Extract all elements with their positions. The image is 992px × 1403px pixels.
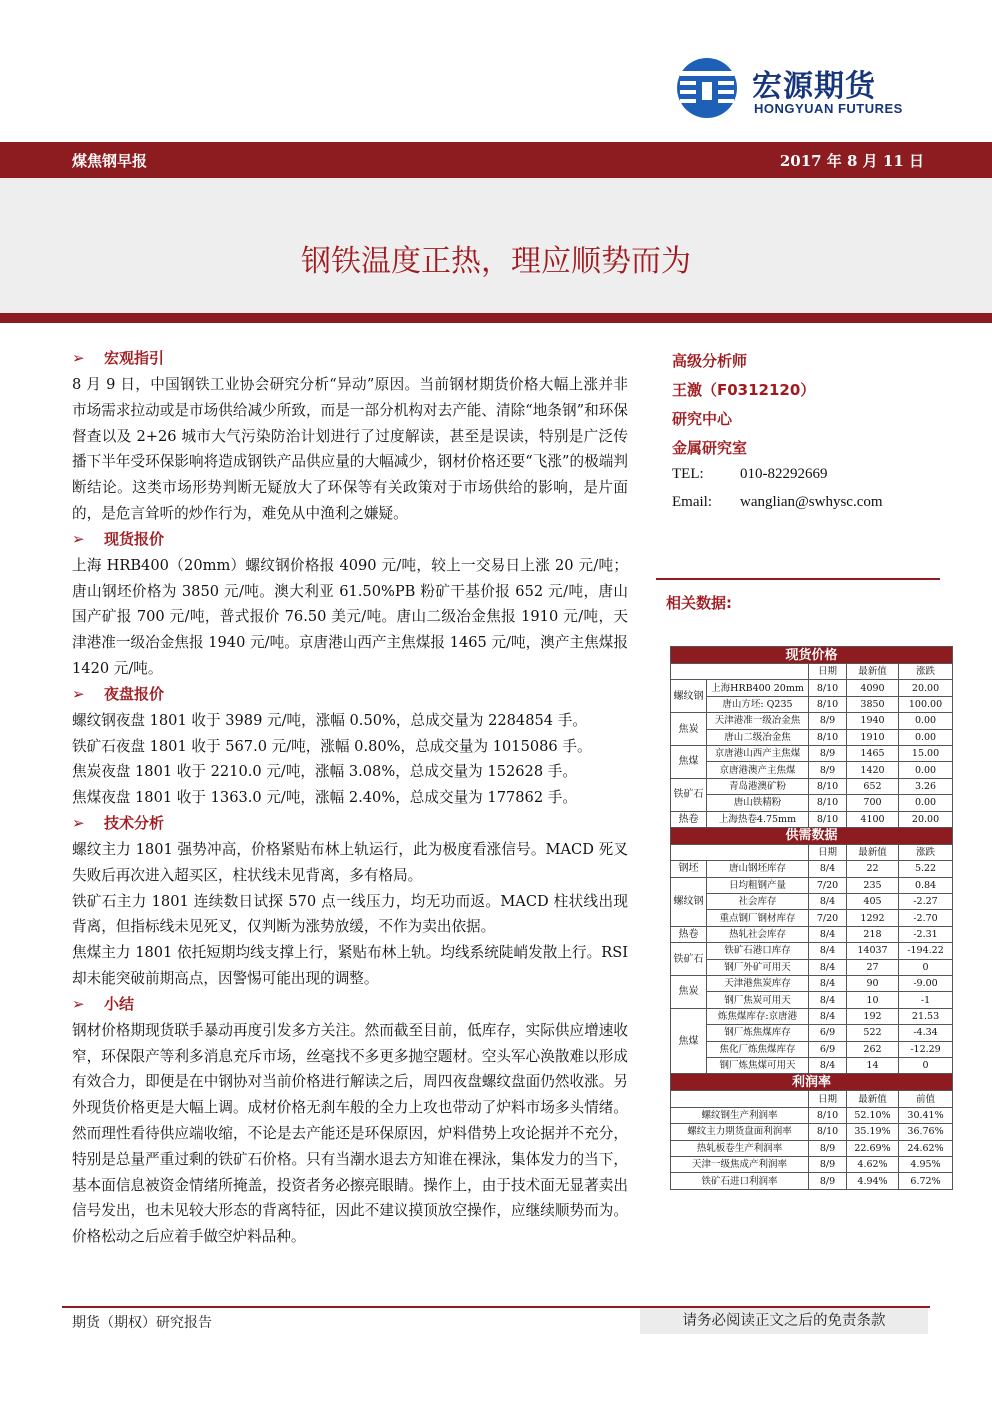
row-item-name: 青岛港澳矿粉 <box>707 778 809 794</box>
row-date: 8/4 <box>809 992 847 1008</box>
logo-english-name: HONGYUAN FUTURES <box>754 101 903 116</box>
logo-chinese-name: 宏源期货 <box>752 69 876 104</box>
section-heading-text: 宏观指引 <box>104 349 165 367</box>
tel-label: TEL: <box>672 466 704 482</box>
row-value: 14 <box>847 1057 899 1073</box>
table-column-header: 前值 <box>899 1091 953 1107</box>
table-header-blank <box>671 844 809 860</box>
table-row <box>671 729 953 745</box>
row-item-name: 京唐港澳产主焦煤 <box>707 762 809 778</box>
row-category: 铁矿石 <box>671 778 707 811</box>
row-date: 6/9 <box>809 1041 847 1057</box>
night-line: 焦煤夜盘 1801 收于 1363.0 元/吨，涨幅 2.40%，总成交量为 177862 手。 <box>72 789 577 807</box>
row-change: -1 <box>899 992 953 1008</box>
row-item-name: 铁矿石港口库存 <box>707 943 809 959</box>
table-row <box>671 943 953 959</box>
section-heading-summary <box>72 992 628 1018</box>
row-date: 8/4 <box>809 1008 847 1024</box>
row-value: 1465 <box>847 745 899 761</box>
row-date: 6/9 <box>809 1025 847 1041</box>
row-change: 30.41% <box>899 1107 953 1123</box>
table-row <box>671 696 953 712</box>
related-data-title: 相关数据: <box>666 594 732 612</box>
row-category: 铁矿石 <box>671 943 707 976</box>
arrow-right-icon: ➢ <box>72 529 85 548</box>
main-content <box>72 346 628 1250</box>
table-row <box>671 1156 953 1172</box>
row-date: 8/4 <box>809 976 847 992</box>
row-value: 700 <box>847 795 899 811</box>
technical-paragraph: 螺纹主力 1801 强势冲高，价格紧贴布林上轨运行，此为极度看涨信号。MACD 死叉失败后再次进入超买区，柱状线未见背离，多有格局。 <box>72 840 628 884</box>
row-date: 8/10 <box>809 680 847 696</box>
sidebar-divider <box>656 578 940 580</box>
title-divider <box>0 313 992 323</box>
row-change: 0.00 <box>899 795 953 811</box>
table-column-header: 日期 <box>809 1091 847 1107</box>
row-change: 0 <box>899 959 953 975</box>
row-item-name: 京唐港山西产主焦煤 <box>707 745 809 761</box>
table-column-header-row <box>671 664 953 680</box>
row-change: 5.22 <box>899 861 953 877</box>
row-date: 8/4 <box>809 959 847 975</box>
row-change: 3.26 <box>899 778 953 794</box>
row-date: 8/4 <box>809 861 847 877</box>
row-item-name: 天津港焦炭库存 <box>707 976 809 992</box>
table-column-header: 日期 <box>809 844 847 860</box>
table-section-title: 供需数据 <box>671 827 953 844</box>
row-date: 8/4 <box>809 1057 847 1073</box>
row-date: 8/10 <box>809 1124 847 1140</box>
table-row <box>671 1057 953 1073</box>
report-type: 煤焦钢早报 <box>72 152 148 170</box>
row-item-name: 唐山钢坯库存 <box>707 861 809 877</box>
row-change: -4.34 <box>899 1025 953 1041</box>
arrow-right-icon: ➢ <box>72 813 85 832</box>
table-section-header <box>671 1074 953 1091</box>
row-date: 8/10 <box>809 696 847 712</box>
row-category: 焦炭 <box>671 713 707 746</box>
row-date: 8/10 <box>809 811 847 827</box>
table-section-header <box>671 647 953 664</box>
table-section-title: 现货价格 <box>671 647 953 664</box>
analyst-role: 高级分析师 <box>672 352 748 370</box>
row-change: 4.95% <box>899 1156 953 1172</box>
row-date: 8/10 <box>809 778 847 794</box>
row-date: 8/4 <box>809 943 847 959</box>
row-category: 热卷 <box>671 926 707 942</box>
market-data-body <box>671 647 953 1190</box>
table-column-header-row <box>671 844 953 860</box>
table-row <box>671 1124 953 1140</box>
row-value: 14037 <box>847 943 899 959</box>
macro-paragraph: 8 月 9 日，中国钢铁工业协会研究分析“异动”原因。当前钢材期货价格大幅上涨并非市场需求拉动或是市场供给减少所致，而是一部分机构对去产能、清除“地条钢”和环保督查以及 2+26 城市大气污染防治计划进行了过度解读，甚至是误读，特别是广泛传播下半年受环保影响将造成钢铁产品供应量的大幅减少，钢材价格还要“飞涨”的极端判断结论。这类市场形势判断无疑放大了环保等有关政策对于市场供给的影响，是片面的，是危言耸听的炒作行为，难免从中渔利之嫌疑。 <box>72 376 628 522</box>
row-change: 0.84 <box>899 877 953 893</box>
table-row <box>671 762 953 778</box>
row-change: 0.00 <box>899 713 953 729</box>
arrow-right-icon: ➢ <box>72 994 85 1013</box>
table-column-header: 日期 <box>809 664 847 680</box>
row-value: 4100 <box>847 811 899 827</box>
analyst-info <box>672 350 952 522</box>
row-change: 20.00 <box>899 680 953 696</box>
row-value: 1910 <box>847 729 899 745</box>
table-row <box>671 1173 953 1189</box>
table-header-blank <box>671 664 809 680</box>
analyst-dept: 研究中心 <box>672 410 733 428</box>
row-value: 27 <box>847 959 899 975</box>
night-line: 铁矿石夜盘 1801 收于 567.0 元/吨，涨幅 0.80%，总成交量为 1015086 手。 <box>72 737 592 755</box>
table-row <box>671 795 953 811</box>
table-column-header: 涨跌 <box>899 844 953 860</box>
row-category: 钢坯 <box>671 861 707 877</box>
row-change: -12.29 <box>899 1041 953 1057</box>
row-date: 8/10 <box>809 1107 847 1123</box>
row-date: 8/9 <box>809 1156 847 1172</box>
summary-paragraph: 钢材价格期现货联手暴动再度引发多方关注。然而截至目前，低库存，实际供应增速收窄，环保限产等利多消息充斥市场，丝毫找不多更多抛空题材。空头军心涣散难以形成有效合力，即便是在中钢协对当前价格进行解读之后，周四夜盘螺纹盘面仍然收涨。另外现货价格更是大幅上调。成材价格无刹车般的全力上攻也带动了炉料市场多头情绪。然而理性看待供应端收缩，不论是去产能还是环保原因，炉料借势上攻论据并不充分，特别是总量严重过剩的铁矿石价格。只有当潮水退去方知谁在裸泳，集体发力的当下，基本面信息被资金情绪所掩盖，投资者务必擦亮眼睛。操作上，由于技术面无显著卖出信号发出，也未见较大形态的背离特征，因此不建议摸顶放空操作，应继续顺势而为。价格松动之后应着手做空炉料品种。 <box>72 1021 628 1246</box>
night-line: 焦炭夜盘 1801 收于 2210.0 元/吨，涨幅 3.08%，总成交量为 152628 手。 <box>72 763 577 781</box>
row-item-name: 铁矿石进口利润率 <box>671 1173 809 1189</box>
table-row <box>671 861 953 877</box>
table-header-blank <box>671 1091 809 1107</box>
page-title: 钢铁温度正热，理应顺势而为 <box>301 244 691 279</box>
table-row <box>671 910 953 926</box>
row-date: 7/20 <box>809 877 847 893</box>
row-item-name: 唐山铁精粉 <box>707 795 809 811</box>
row-item-name: 上海HRB400 20mm <box>707 680 809 696</box>
table-row <box>671 992 953 1008</box>
row-value: 4.94% <box>847 1173 899 1189</box>
row-item-name: 钢厂炼焦煤库存 <box>707 1025 809 1041</box>
row-change: -2.70 <box>899 910 953 926</box>
table-row <box>671 959 953 975</box>
row-date: 8/9 <box>809 762 847 778</box>
technical-paragraph: 焦煤主力 1801 依托短期均线支撑上行，紧贴布林上轨。均线系统陡峭发散上行。RSI 却未能突破前期高点，因警惕可能出现的调整。 <box>72 944 628 987</box>
row-value: 1420 <box>847 762 899 778</box>
row-item-name: 钢厂外矿可用天 <box>707 959 809 975</box>
row-item-name: 钢厂炼焦煤可用天 <box>707 1057 809 1073</box>
row-value: 90 <box>847 976 899 992</box>
row-value: 3850 <box>847 696 899 712</box>
analyst-subdept: 金属研究室 <box>672 439 748 457</box>
row-date: 8/9 <box>809 1140 847 1156</box>
row-date: 8/10 <box>809 729 847 745</box>
row-item-name: 焦化厂炼焦煤库存 <box>707 1041 809 1057</box>
row-item-name: 上海热卷4.75mm <box>707 811 809 827</box>
table-row <box>671 1041 953 1057</box>
row-value: 1292 <box>847 910 899 926</box>
row-change: -2.27 <box>899 894 953 910</box>
table-column-header: 涨跌 <box>899 664 953 680</box>
row-item-name: 唐山二级冶金焦 <box>707 729 809 745</box>
page-footer <box>62 1308 930 1334</box>
row-category: 螺纹钢 <box>671 877 707 926</box>
table-row <box>671 877 953 893</box>
section-heading-macro <box>72 346 628 372</box>
row-value: 218 <box>847 926 899 942</box>
row-item-name: 天津一级焦成产利润率 <box>671 1156 809 1172</box>
table-row <box>671 680 953 696</box>
table-row <box>671 1107 953 1123</box>
section-heading-text: 技术分析 <box>104 813 165 832</box>
table-section-title: 利润率 <box>671 1074 953 1091</box>
row-item-name: 日均粗钢产量 <box>707 877 809 893</box>
table-row <box>671 811 953 827</box>
night-line: 螺纹钢夜盘 1801 收于 3989 元/吨，涨幅 0.50%，总成交量为 2284854 手。 <box>72 711 587 729</box>
company-logo <box>676 55 926 125</box>
row-value: 22 <box>847 861 899 877</box>
row-category: 焦煤 <box>671 1008 707 1074</box>
row-change: -2.31 <box>899 926 953 942</box>
row-change: -194.22 <box>899 943 953 959</box>
report-banner <box>0 142 992 178</box>
section-heading-night <box>72 682 628 708</box>
row-item-name: 唐山方坯: Q235 <box>707 696 809 712</box>
footer-report-label: 期货（期权）研究报告 <box>72 1315 212 1331</box>
section-heading-spot <box>72 527 628 553</box>
row-item-name: 螺纹主力期货盘面利润率 <box>671 1124 809 1140</box>
analyst-email <box>672 494 952 522</box>
row-change: 20.00 <box>899 811 953 827</box>
row-item-name: 社会库存 <box>707 894 809 910</box>
row-change: 15.00 <box>899 745 953 761</box>
table-column-header-row <box>671 1091 953 1107</box>
analyst-name: 王激（F0312120） <box>672 381 816 399</box>
section-heading-technical <box>72 811 628 837</box>
email-label: Email: <box>672 494 712 510</box>
row-change: 0.00 <box>899 729 953 745</box>
table-row <box>671 713 953 729</box>
arrow-right-icon: ➢ <box>72 349 85 367</box>
row-value: 522 <box>847 1025 899 1041</box>
table-row <box>671 1025 953 1041</box>
table-column-header: 最新值 <box>847 664 899 680</box>
row-item-name: 热轧板卷生产利润率 <box>671 1140 809 1156</box>
row-item-name: 天津港准一级冶金焦 <box>707 713 809 729</box>
row-change: 0 <box>899 1057 953 1073</box>
row-item-name: 重点钢厂钢材库存 <box>707 910 809 926</box>
row-item-name: 螺纹钢生产利润率 <box>671 1107 809 1123</box>
analyst-tel <box>672 466 952 494</box>
row-category: 螺纹钢 <box>671 680 707 713</box>
row-value: 652 <box>847 778 899 794</box>
row-value: 235 <box>847 877 899 893</box>
row-date: 8/4 <box>809 894 847 910</box>
row-value: 22.69% <box>847 1140 899 1156</box>
market-data-table <box>670 646 952 1190</box>
row-value: 192 <box>847 1008 899 1024</box>
row-date: 8/9 <box>809 713 847 729</box>
row-value: 405 <box>847 894 899 910</box>
row-value: 1940 <box>847 713 899 729</box>
technical-paragraph: 铁矿石主力 1801 连续数日试探 570 点一线压力，均无功而返。MACD 柱状线出现背离，但指标线未见死叉，仅判断为涨势放缓，不作为卖出依据。 <box>72 892 628 936</box>
section-heading-text: 夜盘报价 <box>104 684 165 703</box>
row-date: 7/20 <box>809 910 847 926</box>
row-value: 52.10% <box>847 1107 899 1123</box>
row-date: 8/4 <box>809 926 847 942</box>
row-date: 8/10 <box>809 795 847 811</box>
table-column-header: 最新值 <box>847 1091 899 1107</box>
row-change: 6.72% <box>899 1173 953 1189</box>
row-change: 36.76% <box>899 1124 953 1140</box>
section-heading-text: 现货报价 <box>104 529 165 548</box>
row-value: 10 <box>847 992 899 1008</box>
row-value: 4.62% <box>847 1156 899 1172</box>
row-category: 热卷 <box>671 811 707 827</box>
row-item-name: 热轧社会库存 <box>707 926 809 942</box>
report-date: 2017 年 8 月 11 日 <box>779 152 924 170</box>
table-row <box>671 894 953 910</box>
email-value[interactable]: wanglian@swhysc.com <box>740 494 883 510</box>
row-category: 焦煤 <box>671 745 707 778</box>
hongyuan-logo-icon <box>676 57 738 119</box>
row-change: 21.53 <box>899 1008 953 1024</box>
footer-disclaimer: 请务必阅读正文之后的免责条款 <box>640 1308 928 1334</box>
row-item-name: 炼焦煤库存:京唐港 <box>707 1008 809 1024</box>
row-change: 0.00 <box>899 762 953 778</box>
table-row <box>671 1008 953 1024</box>
row-date: 8/9 <box>809 1173 847 1189</box>
row-item-name: 钢厂焦炭可用天 <box>707 992 809 1008</box>
row-value: 262 <box>847 1041 899 1057</box>
table-row <box>671 778 953 794</box>
table-row <box>671 745 953 761</box>
row-date: 8/9 <box>809 745 847 761</box>
table-row <box>671 1140 953 1156</box>
row-change: 100.00 <box>899 696 953 712</box>
arrow-right-icon: ➢ <box>72 684 85 703</box>
table-column-header: 最新值 <box>847 844 899 860</box>
tel-value: 010-82292669 <box>740 466 828 482</box>
row-change: -9.00 <box>899 976 953 992</box>
table-row <box>671 976 953 992</box>
spot-paragraph: 上海 HRB400（20mm）螺纹钢价格报 4090 元/吨，较上一交易日上涨 20 元/吨；唐山钢坯价格为 3850 元/吨。澳大利亚 61.50%PB 粉矿干基价报 652 元/吨，唐山国产矿报 700 元/吨，普式报价 76.50 美元/吨。唐山二级冶金焦报 1910 元/吨，天津港准一级冶金焦报 1940 元/吨。京唐港山西产主焦煤报 1465 元/吨，澳产主焦煤报 1420 元/吨。 <box>72 556 628 677</box>
row-value: 35.19% <box>847 1124 899 1140</box>
section-heading-text: 小结 <box>104 994 135 1013</box>
row-category: 焦炭 <box>671 976 707 1009</box>
row-change: 24.62% <box>899 1140 953 1156</box>
table-row <box>671 926 953 942</box>
row-value: 4090 <box>847 680 899 696</box>
table-section-header <box>671 827 953 844</box>
